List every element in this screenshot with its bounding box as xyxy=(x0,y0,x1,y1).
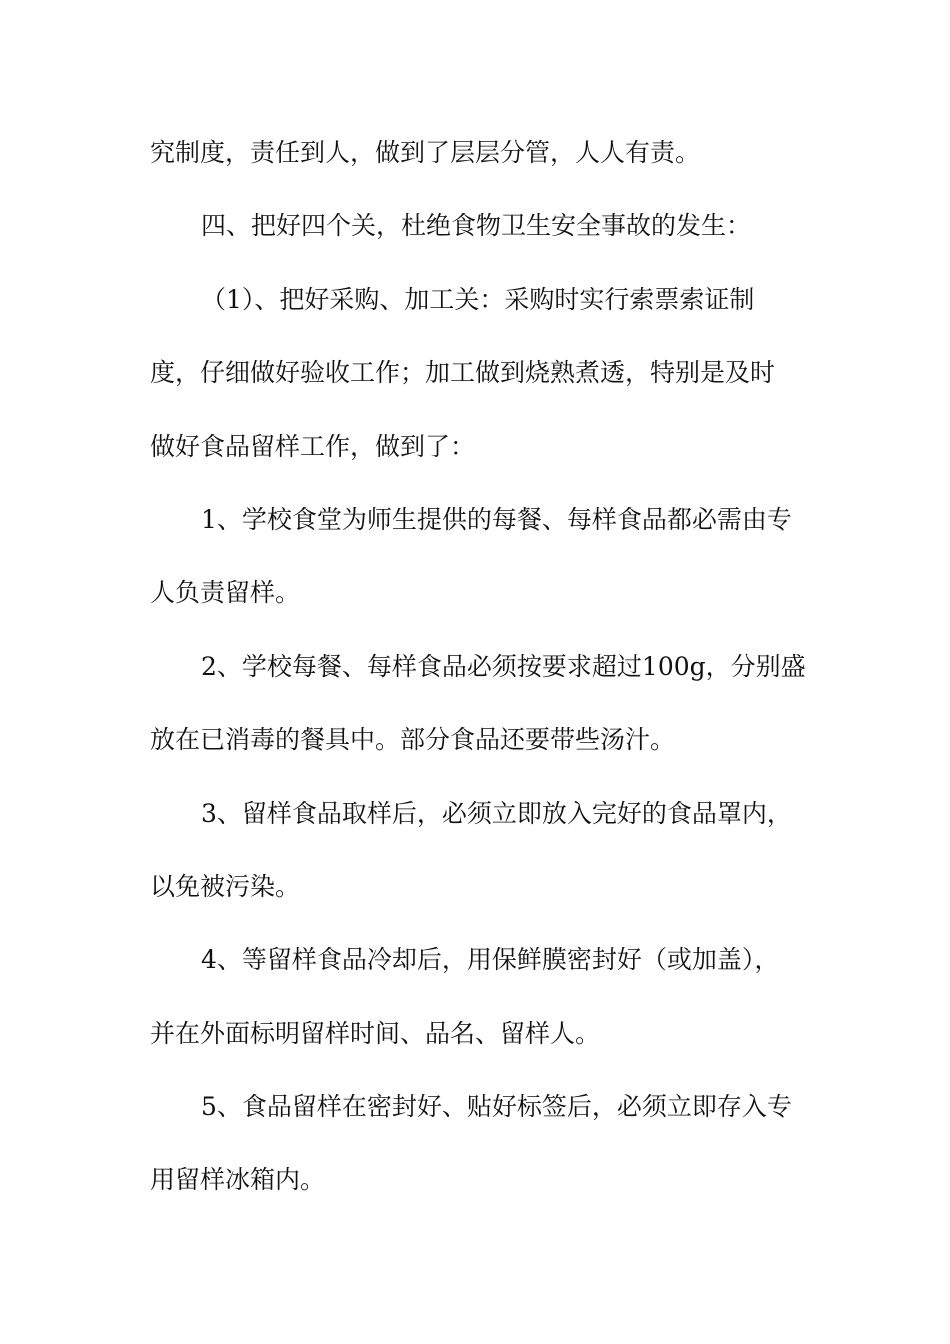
paragraph-line: 人负责留样。 xyxy=(150,578,301,608)
body-text xyxy=(150,126,810,1227)
paragraph-line: 以免被污染。 xyxy=(150,871,301,901)
section-heading: 四、把好四个关，杜绝食物卫生安全事故的发生： xyxy=(201,211,752,241)
list-item: 3、留样食品取样后，必须立即放入完好的食品罩内， xyxy=(201,798,792,828)
paragraph-line: 究制度，责任到人，做到了层层分管，人人有责。 xyxy=(150,138,701,167)
list-item: 1、学校食堂为师生提供的每餐、每样食品都必需由专 xyxy=(201,504,792,534)
paragraph-line: 度，仔细做好验收工作；加工做到烧熟煮透，特别是及时 xyxy=(150,358,776,388)
paragraph-line: 做好食品留样工作，做到了： xyxy=(150,431,476,461)
paragraph-line: （1）、把好采购、加工关：采购时实行索票索证制 xyxy=(201,284,755,314)
paragraph-line: 并在外面标明留样时间、品名、留样人。 xyxy=(150,1018,601,1048)
paragraph-line: 放在已消毒的餐具中。部分食品还要带些汤汁。 xyxy=(150,725,676,755)
list-item: 4、等留样食品冷却后，用保鲜膜密封好（或加盖）， xyxy=(201,945,780,975)
paragraph-line: 用留样冰箱内。 xyxy=(150,1165,326,1195)
list-item: 2、学校每餐、每样食品必须按要求超过100g，分别盛 xyxy=(201,651,806,681)
list-item: 5、食品留样在密封好、贴好标签后，必须立即存入专 xyxy=(201,1092,792,1122)
